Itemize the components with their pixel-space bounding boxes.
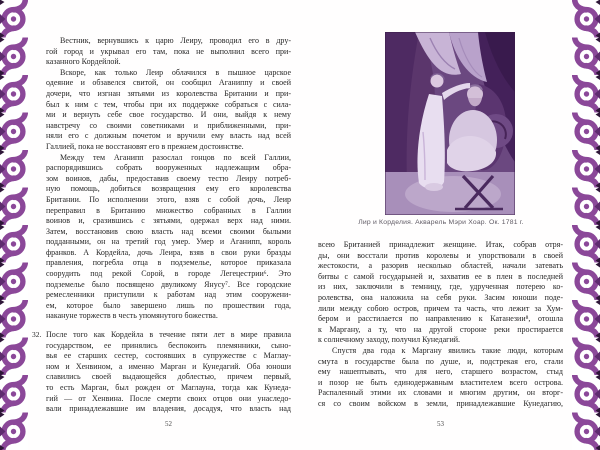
paragraph	[318, 346, 563, 410]
text-line: вали принадлежавшие им владения, досадуя, что власть над	[46, 404, 291, 414]
ornament-border-right	[572, 0, 600, 450]
scroll-ornament-icon	[572, 0, 600, 450]
text-line: вья ее старших сестер, состоявших в супружестве с Маглау-	[46, 351, 291, 361]
text-line: ся со своим войском в земли, принадлежавшие Кунедагию,	[318, 398, 563, 408]
text-line: Между тем Аганипп разослал гонцов по всей Галлии,	[60, 152, 291, 162]
ornament-border-left	[0, 0, 28, 450]
text-line: воинов и, сразившись с зятьями, одержал верх над ними.	[46, 216, 291, 226]
text-line: битвы с самой государыней и, захватив ее в плен в последней	[318, 271, 563, 281]
text-line: накануне торжеств в честь упомянутого божества.	[46, 311, 218, 321]
paragraph	[318, 240, 563, 346]
text-line: гий — от Хенвина. После смерти своих отцов они унаследо-	[46, 393, 291, 403]
text-line: лили между собою остров, причем та часть, что лежит за Хум-	[318, 303, 563, 313]
text-line: подданными, он на третий год умер. Умер и Аганипп, король	[46, 237, 291, 247]
text-line: казанного Кордейлой.	[46, 57, 121, 67]
right-page-number: 53	[437, 420, 444, 428]
text-line: дочери, что изгнан зятьями из королевства Британии и при-	[46, 88, 291, 98]
illustration-lear-and-cordelia	[385, 32, 515, 215]
text-line: Галлией, пока не восстановят его в прежнем достоинстве.	[46, 141, 244, 151]
illustration-caption: Лир и Корделия. Акварель Мэри Хоар. Ок. 1781 г.	[358, 219, 524, 226]
text-line: к солнечному заходу, получил Кунедагий.	[318, 335, 461, 345]
text-line: Распаленный этими их словами и многим другим, он вторг-	[318, 388, 563, 398]
text-line: няли его с должным почетом и вручили ему власть над всей	[46, 131, 291, 141]
text-line: подземелье было посвящено двуликому Янусу⁷. Все городские	[46, 279, 291, 289]
text-line: и позор не быть единодержавным властителем всего острова.	[318, 377, 563, 387]
left-page-number: 52	[165, 420, 172, 428]
text-line: одеяние и обзавелся свитой, он сообщил Аганиппу и своей	[46, 78, 291, 88]
text-line: из них, заключили в темницу, где, удрученная потерею ко-	[318, 282, 563, 292]
text-line: ми и вернуть себе свое государство. И они, выйдя к нему	[46, 110, 291, 120]
text-line: распорядившись собрать вооруженных надлежащим обра-	[46, 163, 291, 173]
text-line: ды, они восстали против королевы и упорствовали в своей	[318, 250, 563, 260]
text-line: Спустя два года к Маргану явились такие люди, которым	[332, 345, 563, 355]
text-line: всею Британией принадлежит женщине. Итак, собрав отря-	[318, 240, 563, 249]
text-line: бером и расстилается по направлению к Катанезии⁸, отошла	[318, 314, 563, 324]
text-line: Британии. По исполнении этого, взяв с собой дочь, Леир	[46, 194, 291, 204]
text-line: Затем, восстановив свою власть над всеми своими былыми	[46, 226, 291, 236]
paragraph	[32, 330, 291, 415]
paragraph	[46, 153, 291, 323]
text-line: то есть Марган, был рожден от Маглауна, тогда как Кунеда-	[46, 383, 291, 392]
text-line: к Маргану, а ту, что на другой стороне реки простирается	[318, 324, 563, 334]
section-number: 32.	[32, 330, 42, 340]
text-line: После того как Кордейла в течение пяти лет в мире правила	[46, 330, 291, 340]
text-line: зом воинов, дабы, предоставив своему тестю Леиру потреб-	[46, 173, 291, 183]
paragraph	[46, 68, 291, 153]
text-line: ном и Хенвином, а именно Марган и Кунедагий. Оба юноши	[46, 361, 291, 371]
text-line: переправил в Британию множество собранных в Галлии	[46, 205, 291, 215]
text-line: франков. А Кордейла, дочь Леира, взяв в свои руки бразды	[46, 247, 291, 257]
text-line: навстречу со своими советниками и приближенными, при-	[46, 120, 291, 130]
left-page-text	[32, 36, 291, 415]
text-line: был к ним с тем, чтобы при их поддержке собраться с сила-	[46, 99, 291, 109]
text-line: правления, погребла отца в подземелье, которое приказала	[46, 258, 291, 268]
text-line: смута в государстве была по душе, и, подстрекая его, стали	[318, 356, 563, 366]
text-line: ему нашептывать, что для него, старшего возрастом, стыд	[318, 367, 563, 377]
text-line: ную помощь, добиться возвращения ему его королевства	[46, 184, 291, 194]
text-line: ролевства, она наложила на себя руки. Засим юноши поде-	[318, 292, 563, 302]
text-line: ем, которое было завершено лишь по прошествии года,	[46, 300, 291, 310]
text-line: соорудить под рекой Сорой, в городе Легецестрии⁶. Это	[46, 269, 291, 279]
right-page-text	[318, 240, 563, 410]
scroll-ornament-icon	[0, 0, 28, 450]
text-line: славились своей выдающейся доблестью, причем первый,	[46, 372, 291, 382]
watercolor-image	[385, 32, 515, 215]
text-line: государством, ее принялись беспокоить племянники, сыно-	[46, 340, 291, 350]
text-line: ремесленники приступили к работам над этим сооружени-	[46, 290, 291, 300]
text-line: гой город и укрывал его там, пока не выполнил всего при-	[46, 46, 291, 56]
text-line: жестокости, а разорив несколько областей, начали затевать	[318, 261, 563, 271]
text-line: Вестник, вернувшись к царю Леиру, проводил его в дру-	[60, 36, 291, 45]
text-line: Вскоре, как только Леир облачился в пышное царское	[60, 67, 291, 77]
paragraph	[46, 36, 291, 68]
